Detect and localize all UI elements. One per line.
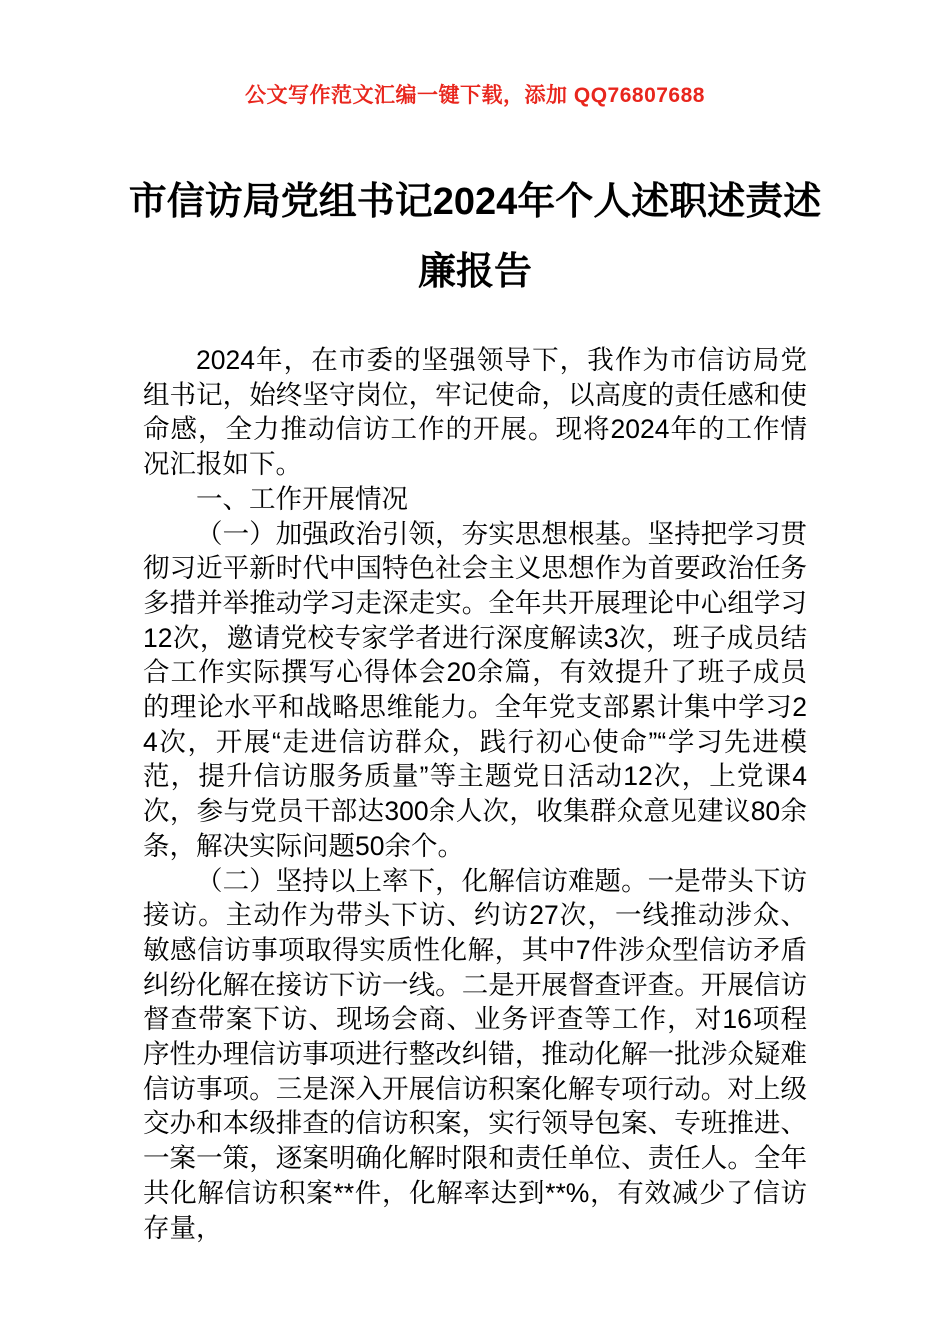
paragraph: 一、工作开展情况 [196,483,408,514]
paragraph: （一）加强政治引领，夯实思想根基。坚持把学习贯彻习近平新时代中国特色社会主义思想作为首要政治任务多措并举推动学习走深走实。全年共开展理论中心组学习12次，邀请党校专家学者进行深度解读3次，班子成员结合工作实际撰写心得体会20余篇，有效提升了班子成员的理论水平和战略思维能力。全年党支部累计集中学习24次，开展“走进信访群众，践行初心使命”“学习先进模范，提升信访服务质量”等主题党日活动12次，上党课4次，参与党员干部达300余人次，收集群众意见建议80余条，解决实际问题50余个。 [143,518,807,861]
header-ad-text: 公文写作范文汇编一键下载，添加 QQ76807688 [245,84,705,107]
document-title: 市信访局党组书记2024年个人述职述责述廉报告 [128,181,822,293]
paragraph: 2024年，在市委的坚强领导下，我作为市信访局党组书记，始终坚守岗位，牢记使命，以高度的责任感和使命感，全力推动信访工作的开展。现将2024年的工作情况汇报如下。 [143,345,807,480]
paragraph: （二）坚持以上率下，化解信访难题。一是带头下访接访。主动作为带头下访、约访27次，一线推动涉众、敏感信访事项取得实质性化解，其中7件涉众型信访矛盾纠纷化解在接访下访一线。二是开展督查评查。开展信访督查带案下访、现场会商、业务评查等工作，对16项程序性办理信访事项进行整改纠错，推动化解一批涉众疑难信访事项。三是深入开展信访积案化解专项行动。对上级交办和本级排查的信访积案，实行领导包案、专班推进、一案一策，逐案明确化解时限和责任单位、责任人。全年共化解信访积案**件，化解率达到**%，有效减少了信访存量， [143,865,807,1243]
document-body [143,343,807,1245]
